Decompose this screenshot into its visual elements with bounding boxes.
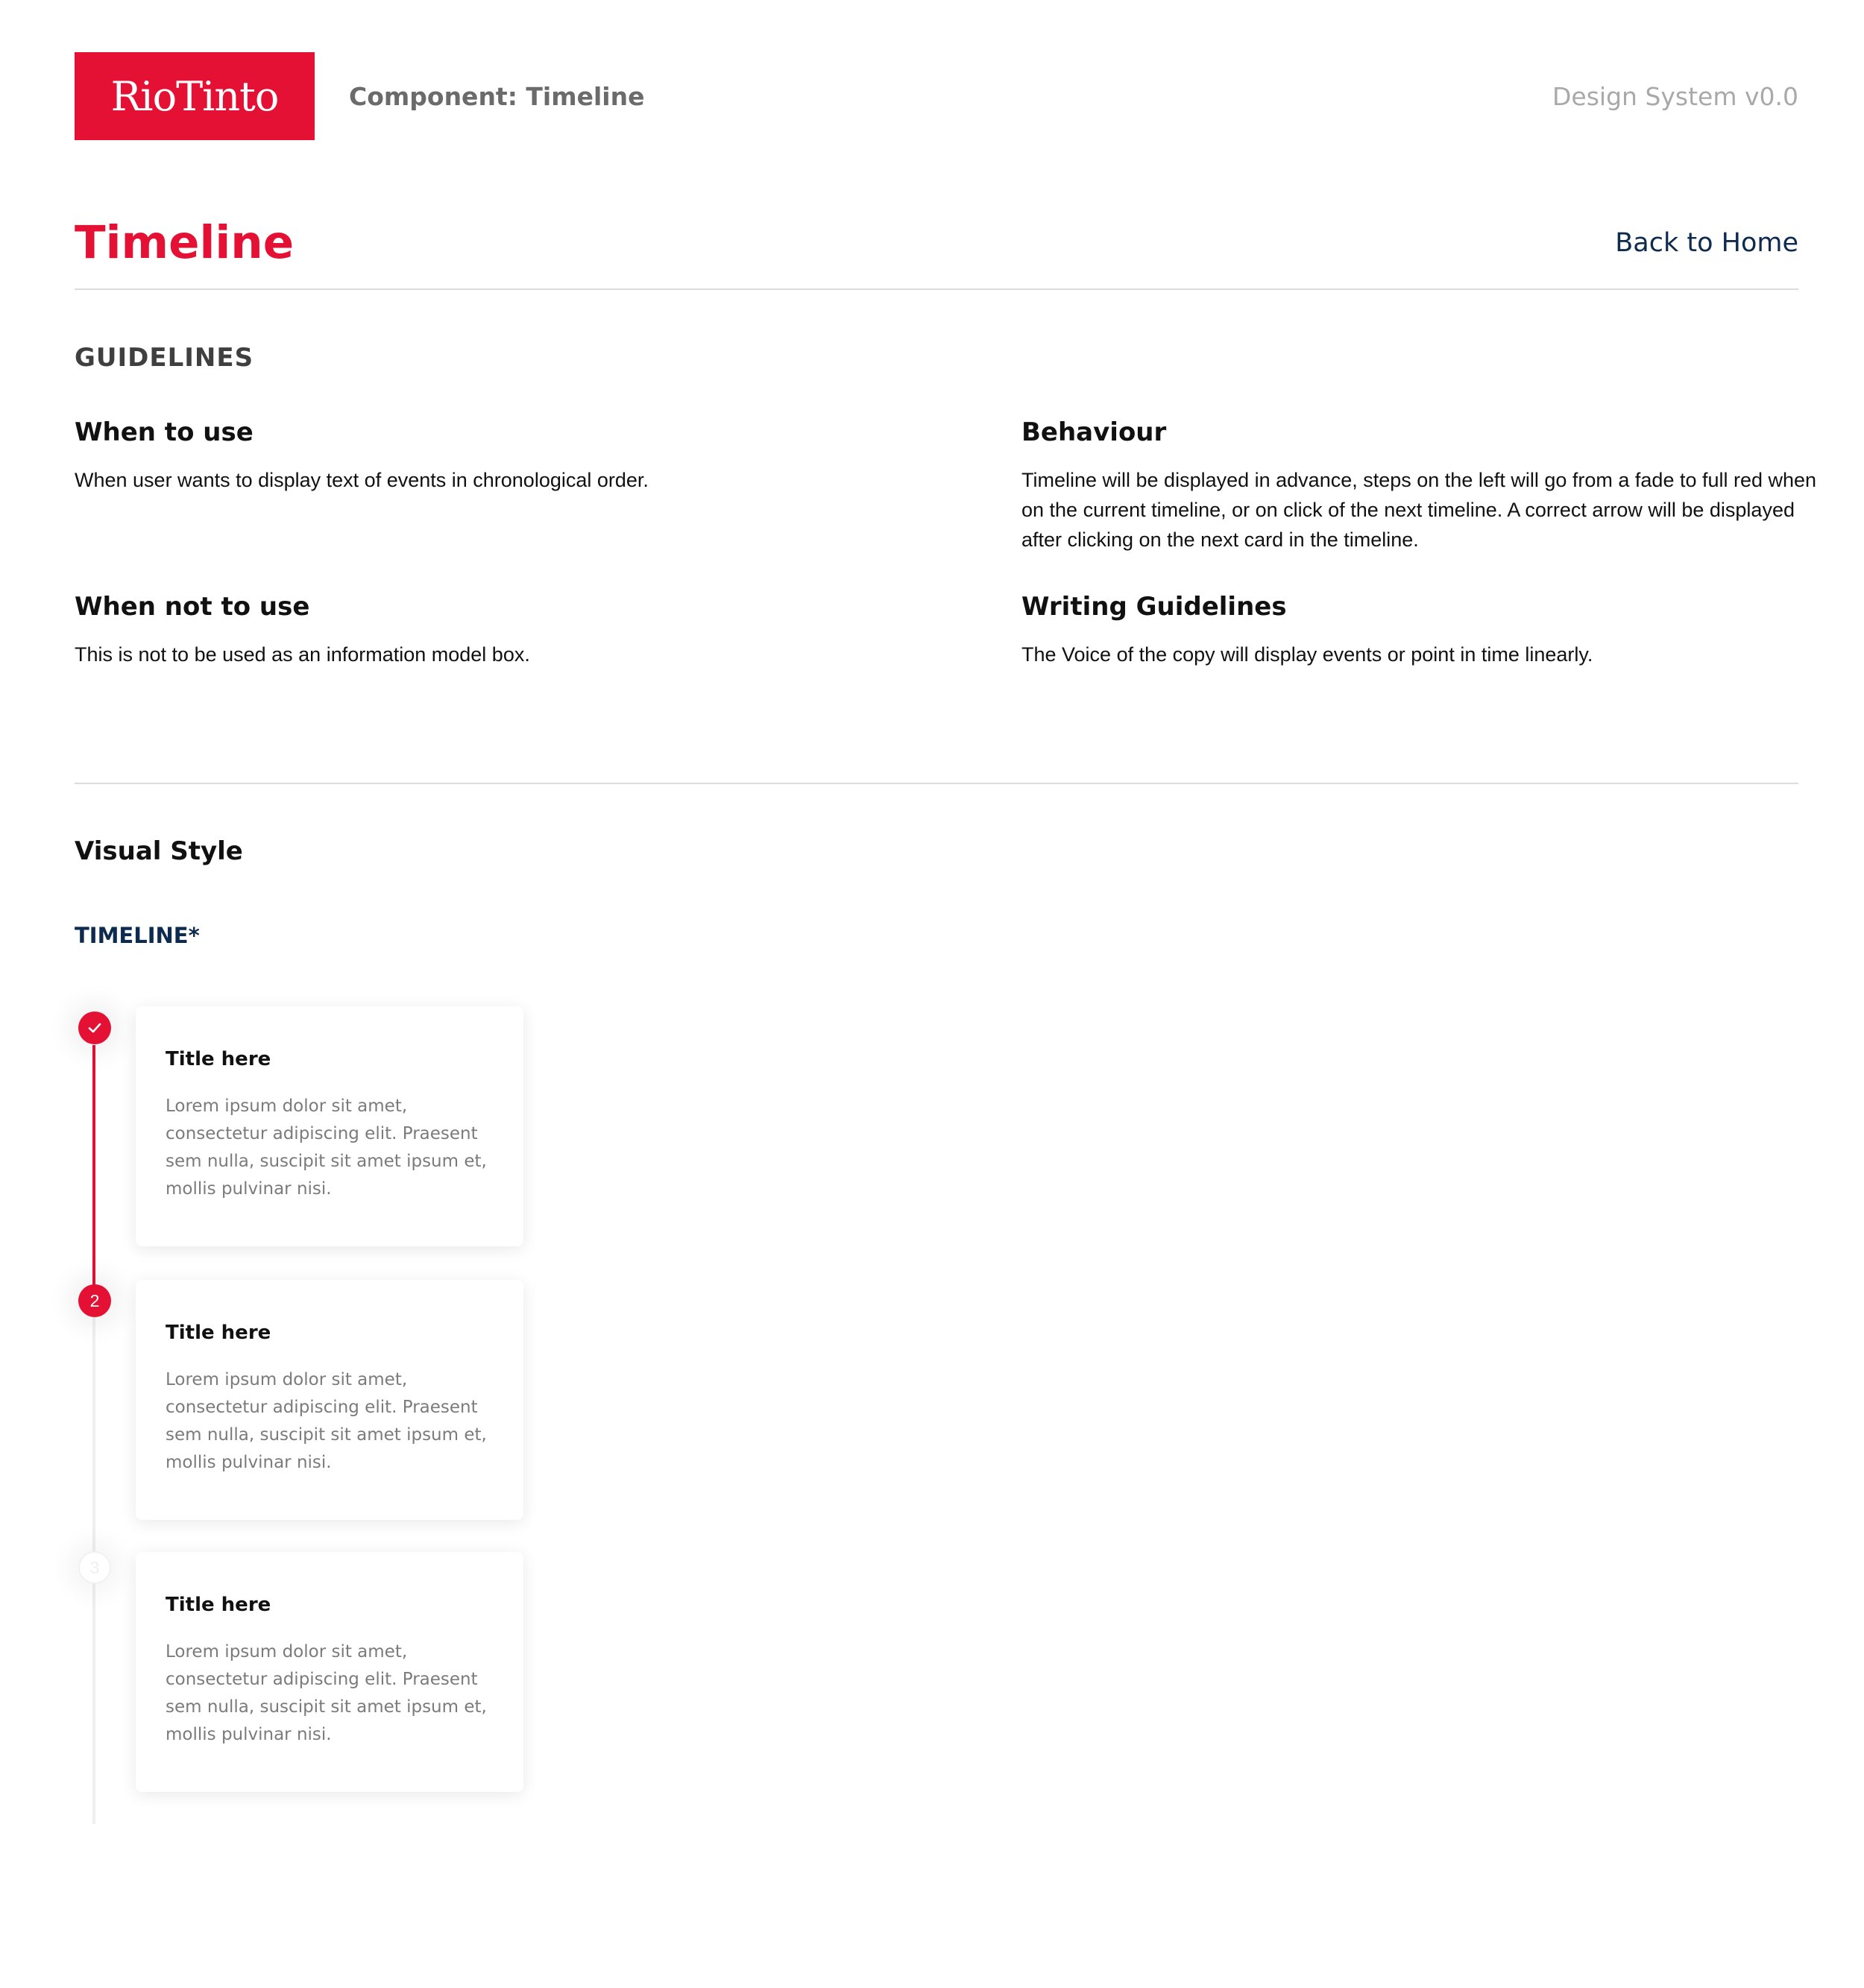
check-icon <box>86 1020 103 1036</box>
card-title: Title here <box>166 1322 271 1344</box>
card-body: Lorem ipsum dolor sit amet, consectetur adipiscing elit. Praesent sem nulla, suscipit sit amet ipsum et, mollis pulvinar nisi. <box>166 1642 487 1744</box>
writing-guidelines-heading: Writing Guidelines <box>1021 592 1287 622</box>
card-body: Lorem ipsum dolor sit amet, consectetur adipiscing elit. Praesent sem nulla, suscipit sit amet ipsum et, mollis pulvinar nisi. <box>166 1370 487 1472</box>
behaviour-block <box>1021 417 1827 555</box>
timeline-label: TIMELINE* <box>75 923 200 948</box>
visual-style-heading: Visual Style <box>75 836 243 866</box>
writing-guidelines-block <box>1021 592 1827 669</box>
version-label: Design System v0.0 <box>1552 82 1798 111</box>
when-not-to-use-heading: When not to use <box>75 592 310 622</box>
logo-text: RioTinto <box>110 72 279 120</box>
card-body: Lorem ipsum dolor sit amet, consectetur adipiscing elit. Praesent sem nulla, suscipit sit amet ipsum et, mollis pulvinar nisi. <box>166 1096 487 1199</box>
timeline-card[interactable] <box>136 1006 523 1246</box>
writing-guidelines-text: The Voice of the copy will display events or point in time linearly. <box>1021 643 1593 666</box>
timeline-step-completed[interactable] <box>78 1012 111 1044</box>
divider <box>75 783 1798 784</box>
when-not-to-use-block <box>75 592 932 669</box>
when-to-use-block <box>75 417 932 495</box>
timeline-card[interactable] <box>136 1280 523 1520</box>
divider <box>75 288 1798 290</box>
when-to-use-heading: When to use <box>75 417 254 447</box>
component-label: Component: Timeline <box>349 82 645 111</box>
timeline-step-upcoming[interactable]: 3 <box>78 1551 111 1584</box>
page-title: Timeline <box>75 216 295 269</box>
rio-tinto-logo[interactable] <box>75 52 315 140</box>
when-to-use-text: When user wants to display text of events in chronological order. <box>75 469 649 491</box>
when-not-to-use-text: This is not to be used as an information model box. <box>75 643 530 666</box>
card-title: Title here <box>166 1048 271 1070</box>
timeline-progress-line <box>92 1045 95 1298</box>
back-to-home-link[interactable]: Back to Home <box>1615 228 1798 258</box>
card-title: Title here <box>166 1594 271 1616</box>
timeline-step-current[interactable]: 2 <box>78 1284 111 1317</box>
behaviour-heading: Behaviour <box>1021 417 1167 447</box>
guidelines-heading: GUIDELINES <box>75 343 254 373</box>
behaviour-text: Timeline will be displayed in advance, steps on the left will go from a fade to full red when on the current timeline, or on click of the next timeline. A correct arrow will be displayed after clicking on the next card in the timeline. <box>1021 469 1817 551</box>
timeline-card[interactable] <box>136 1552 523 1792</box>
